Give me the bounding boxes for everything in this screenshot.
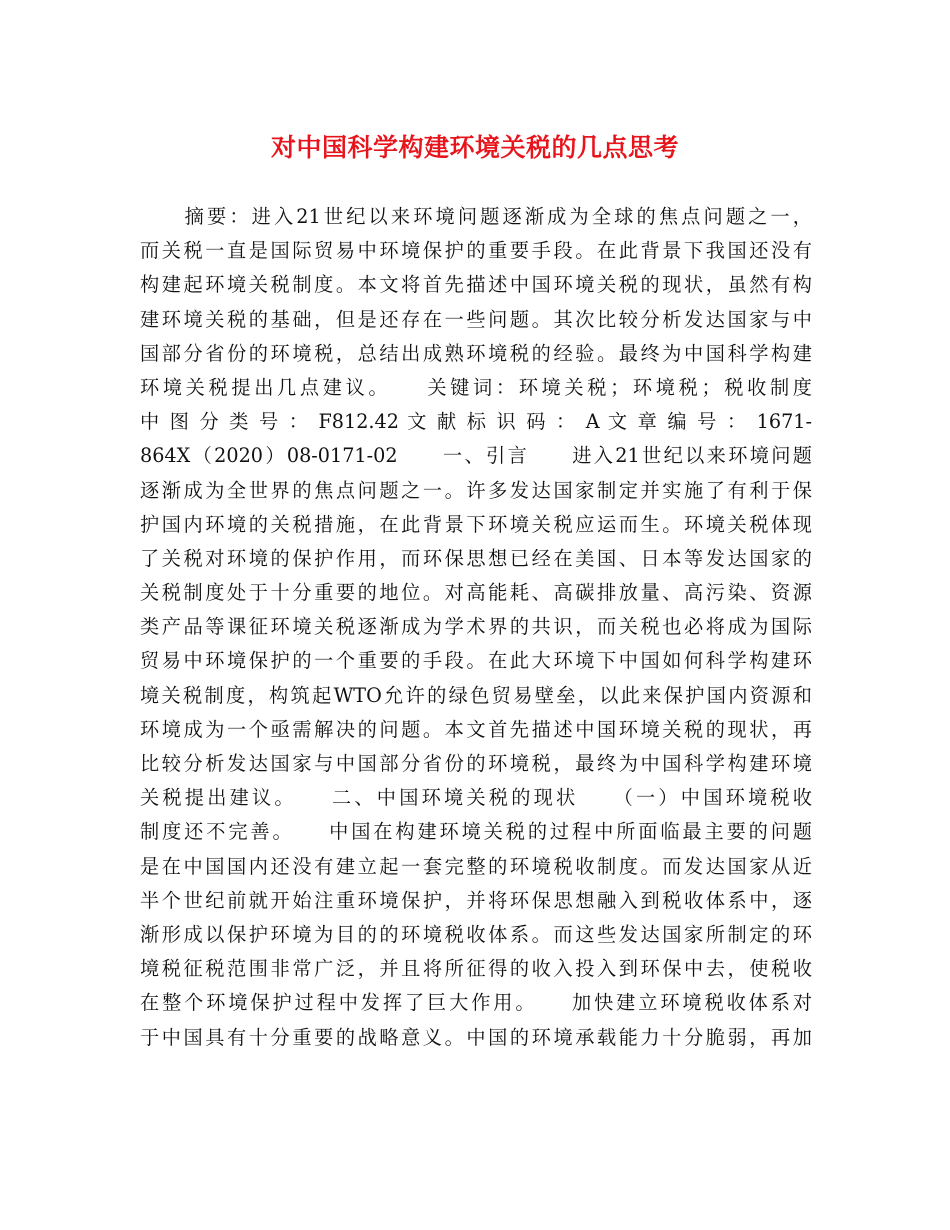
body-line: 关税制度处于十分重要的地位。对高能耗、高碳排放量、高污染、资源: [140, 581, 812, 605]
body-line: 是在中国国内还没有建立起一套完整的环境税收制度。而发达国家从近: [140, 854, 812, 878]
body-line: 比较分析发达国家与中国部分省份的环境税，最终为中国科学构建环境: [140, 752, 812, 775]
body-line: 逐渐成为全世界的焦点问题之一。许多发达国家制定并实施了有利于保: [140, 478, 812, 502]
body-line: 了关税对环境的保护作用，而环保思想已经在美国、日本等发达国家的: [140, 546, 812, 570]
body-line: 关税提出建议。 二、中国环境关税的现状 （一）中国环境税收: [140, 786, 812, 810]
document-title: 对中国科学构建环境关税的几点思考: [270, 133, 679, 162]
body-line: 构建起环境关税制度。本文将首先描述中国环境关税的现状，虽然有构: [140, 273, 812, 297]
body-line: 于中国具有十分重要的战略意义。中国的环境承载能力十分脆弱，再加: [140, 1025, 812, 1049]
body-line: 境关税制度，构筑起WTO允许的绿色贸易壁垒，以此来保护国内资源和: [140, 683, 812, 707]
body-line: 半个世纪前就开始注重环境保护，并将环保思想融入到税收体系中，逐: [140, 888, 812, 912]
body-line: 国部分省份的环境税，总结出成熟环境税的经验。最终为中国科学构建: [140, 341, 812, 365]
body-line: 境税征税范围非常广泛，并且将所征得的收入投入到环保中去，使税收: [140, 957, 812, 981]
body-line: 环境成为一个亟需解决的问题。本文首先描述中国环境关税的现状，再: [140, 717, 812, 741]
body-line: 摘要：进入21世纪以来环境问题逐渐成为全球的焦点问题之一，: [140, 205, 812, 228]
body-line: 制度还不完善。 中国在构建环境关税的过程中所面临最主要的问题: [140, 820, 812, 844]
body-line: 类产品等课征环境关税逐渐成为学术界的共识，而关税也必将成为国际: [140, 615, 812, 639]
body-line: 环境关税提出几点建议。 关键词：环境关税；环境税；税收制度: [140, 375, 812, 399]
body-line: 864X（2020）08-0171-02 一、引言 进入21世纪以来环境问题: [140, 444, 812, 468]
body-line: 建环境关税的基础，但是还存在一些问题。其次比较分析发达国家与中: [140, 307, 812, 331]
body-line: 而关税一直是国际贸易中环境保护的重要手段。在此背景下我国还没有: [140, 239, 812, 263]
body-line: 中 图 分 类 号 ： F812.42 文 献 标 识 码 ： A 文 章 编 号 ： 1671-: [140, 410, 812, 434]
body-line: 护国内环境的关税措施，在此背景下环境关税应运而生。环境关税体现: [140, 512, 812, 536]
body-line: 渐形成以保护环境为目的的环境税收体系。而这些发达国家所制定的环: [140, 922, 812, 946]
body-line: 在整个环境保护过程中发挥了巨大作用。 加快建立环境税收体系对: [140, 991, 812, 1015]
document-body: [140, 200, 812, 1055]
body-line: 贸易中环境保护的一个重要的手段。在此大环境下中国如何科学构建环: [140, 649, 812, 673]
